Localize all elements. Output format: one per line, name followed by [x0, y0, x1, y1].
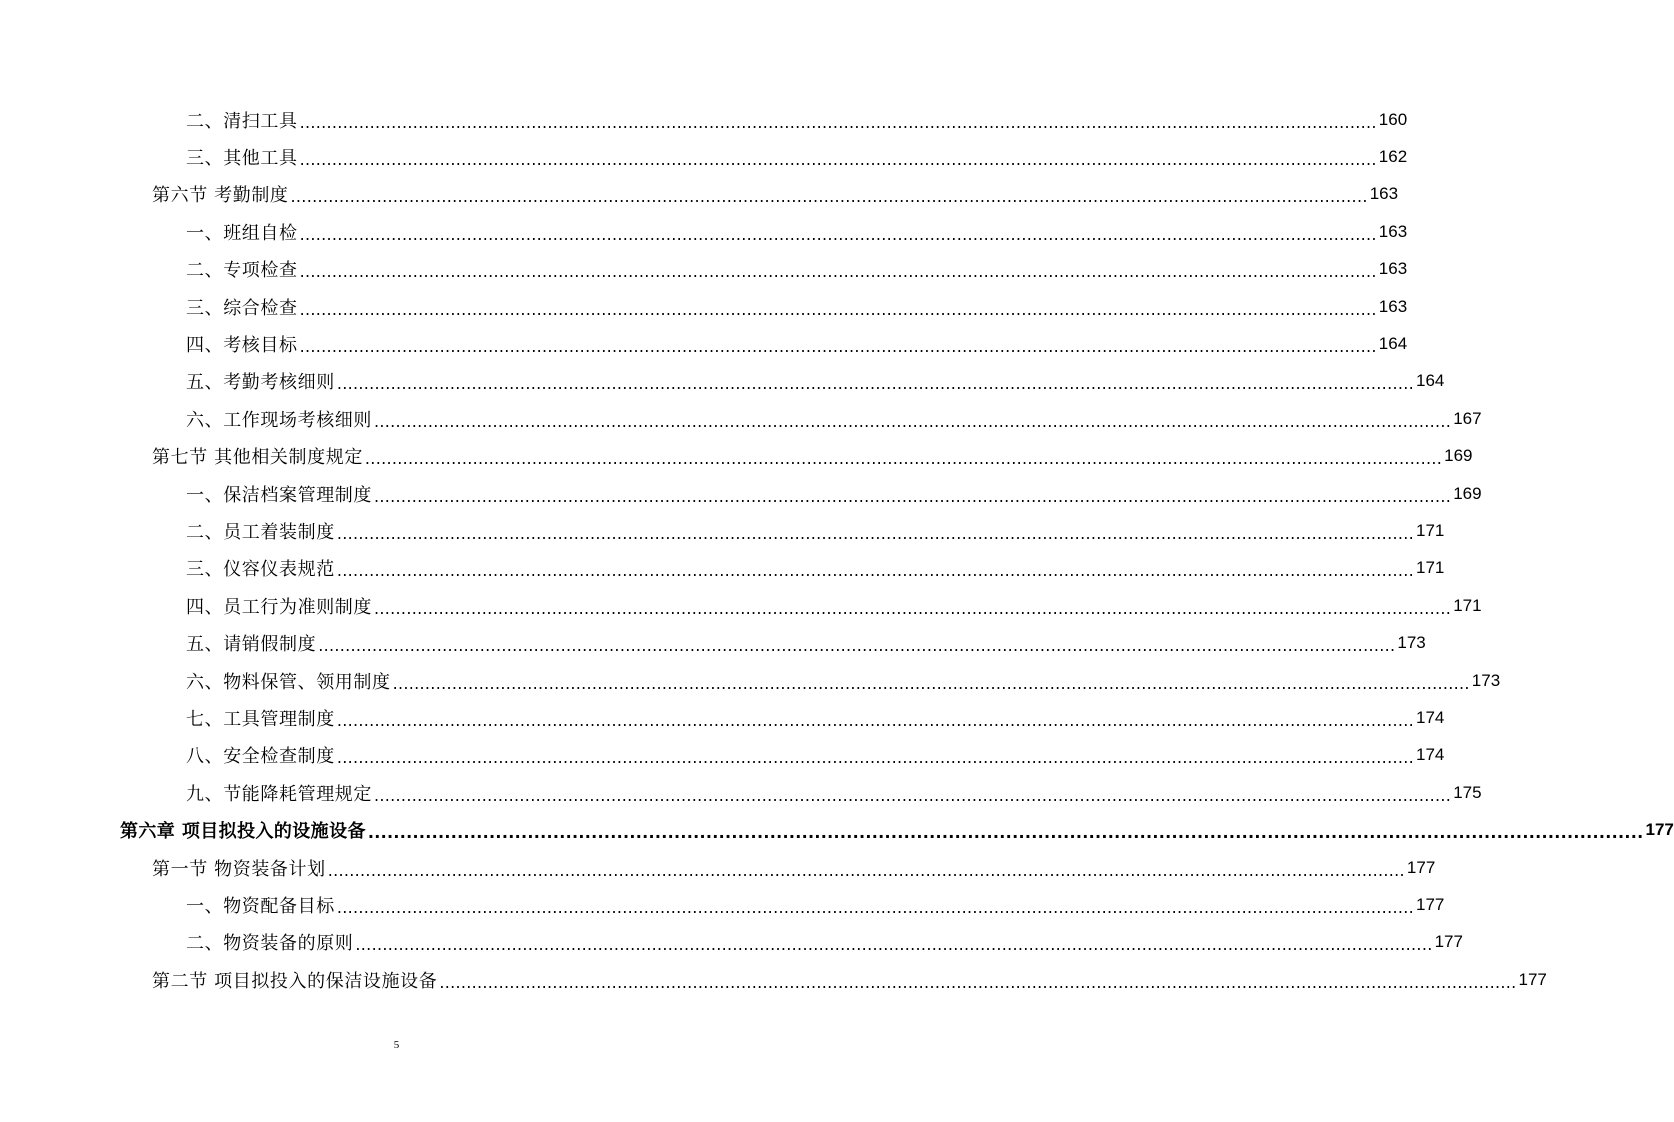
- toc-entry-title: 二、专项检查: [186, 260, 298, 282]
- toc-entry-title: 五、请销假制度: [186, 634, 317, 656]
- toc-entry-page-number: 174: [1416, 707, 1445, 727]
- toc-dot-leader: ........................................................................................................................................................................................................: [374, 598, 1452, 618]
- toc-entry[interactable]: [0, 886, 1445, 923]
- toc-dot-leader: ........................................................................................................................................................................................................: [336, 748, 1414, 768]
- toc-dot-leader: ........................................................................................................................................................................................................: [299, 337, 1377, 357]
- toc-entry[interactable]: [0, 325, 1408, 362]
- toc-entry[interactable]: [0, 363, 1445, 400]
- toc-entry-page-number: 164: [1416, 371, 1445, 391]
- toc-entry-page-number: 169: [1444, 446, 1473, 466]
- toc-entry-title: 八、安全检查制度: [186, 746, 335, 768]
- toc-entry-title: 六、工作现场考核细则: [186, 409, 372, 431]
- toc-entry-page-number: 171: [1453, 595, 1482, 615]
- toc-entry[interactable]: [0, 251, 1408, 288]
- toc-entry[interactable]: [0, 587, 1482, 624]
- toc-dot-leader: ........................................................................................................................................................................................................: [374, 411, 1452, 431]
- toc-entry-page-number: 162: [1378, 147, 1408, 167]
- toc-entry[interactable]: [0, 438, 1473, 475]
- toc-entry-title: 二、员工着装制度: [186, 521, 335, 543]
- toc-entry[interactable]: [0, 400, 1482, 437]
- table-of-contents: [0, 101, 1674, 998]
- toc-dot-leader: ........................................................................................................................................................................................................: [336, 523, 1414, 543]
- page-number: 5: [393, 1039, 400, 1051]
- toc-dot-leader: ........................................................................................................................................................................................................: [355, 935, 1433, 955]
- toc-dot-leader: ........................................................................................................................................................................................................: [439, 972, 1517, 992]
- toc-dot-leader: ........................................................................................................................................................................................................: [318, 636, 1396, 656]
- toc-entry[interactable]: [0, 961, 1547, 998]
- toc-entry[interactable]: [0, 849, 1436, 886]
- toc-dot-leader: ........................................................................................................................................................................................................: [299, 262, 1377, 282]
- toc-entry-title: 一、班组自检: [186, 222, 298, 244]
- toc-entry-title: 一、保洁档案管理制度: [186, 484, 372, 506]
- toc-entry-page-number: 163: [1378, 221, 1408, 241]
- toc-dot-leader: ........................................................................................................................................................................................................: [290, 187, 1368, 207]
- toc-entry-title: 二、清扫工具: [186, 110, 298, 132]
- toc-entry-title: 三、其他工具: [186, 148, 298, 170]
- toc-entry[interactable]: [0, 774, 1482, 811]
- toc-dot-leader: ........................................................................................................................................................................................................: [299, 112, 1377, 132]
- toc-entry-page-number: 177: [1406, 857, 1436, 877]
- toc-entry-page-number: 177: [1645, 820, 1674, 840]
- toc-dot-leader: ........................................................................................................................................................................................................: [374, 486, 1452, 506]
- toc-entry[interactable]: [0, 550, 1445, 587]
- toc-entry-page-number: 171: [1416, 558, 1445, 578]
- toc-entry-page-number: 169: [1453, 483, 1482, 503]
- toc-entry-title: 第一节 物资装备计划: [152, 858, 326, 880]
- toc-entry[interactable]: [0, 924, 1463, 961]
- toc-entry-title: 三、仪容仪表规范: [186, 559, 335, 581]
- toc-entry[interactable]: [0, 737, 1445, 774]
- toc-entry-title: 六、物料保管、领用制度: [186, 671, 391, 693]
- toc-dot-leader: ........................................................................................................................................................................................................: [336, 374, 1414, 394]
- toc-entry-page-number: 177: [1416, 894, 1445, 914]
- toc-entry-title: 第六章 项目拟投入的设施设备: [120, 821, 366, 843]
- toc-dot-leader: ........................................................................................................................................................................................................: [392, 673, 1470, 693]
- toc-entry-page-number: 167: [1453, 408, 1482, 428]
- toc-entry[interactable]: [0, 512, 1445, 549]
- toc-entry-title: 五、考勤考核细则: [186, 372, 335, 394]
- toc-entry[interactable]: [0, 213, 1408, 250]
- toc-entry-page-number: 173: [1471, 670, 1501, 690]
- toc-entry-title: 三、综合检查: [186, 297, 298, 319]
- toc-entry-page-number: 164: [1378, 334, 1408, 354]
- toc-dot-leader: ........................................................................................................................................................................................................: [299, 224, 1377, 244]
- toc-dot-leader: ........................................................................................................................................................................................................: [374, 785, 1452, 805]
- toc-entry[interactable]: [0, 288, 1408, 325]
- toc-entry-title: 二、物资装备的原则: [186, 933, 354, 955]
- toc-dot-leader: ........................................................................................................................................................................................................: [336, 897, 1414, 917]
- toc-entry[interactable]: [0, 699, 1445, 736]
- toc-entry-page-number: 174: [1416, 745, 1445, 765]
- toc-entry-page-number: 177: [1434, 932, 1463, 952]
- toc-entry-title: 第六节 考勤制度: [152, 185, 289, 207]
- toc-dot-leader: ........................................................................................................................................................................................................: [336, 561, 1414, 581]
- toc-entry-page-number: 163: [1369, 184, 1399, 204]
- toc-entry-page-number: 163: [1378, 259, 1408, 279]
- toc-entry-title: 第二节 项目拟投入的保洁设施设备: [152, 970, 438, 992]
- toc-dot-leader: ........................................................................................................................................................................................................: [327, 860, 1405, 880]
- toc-entry-page-number: 175: [1453, 782, 1482, 802]
- toc-entry[interactable]: [0, 101, 1408, 138]
- toc-entry-page-number: 163: [1378, 296, 1408, 316]
- toc-entry-page-number: 171: [1416, 520, 1445, 540]
- toc-entry[interactable]: [0, 811, 1674, 848]
- toc-entry[interactable]: [0, 138, 1408, 175]
- toc-entry[interactable]: [0, 475, 1482, 512]
- toc-dot-leader: ........................................................................................................................................................................................................: [299, 150, 1377, 170]
- toc-entry-page-number: 173: [1397, 633, 1426, 653]
- toc-entry[interactable]: [0, 662, 1501, 699]
- toc-entry-title: 第七节 其他相关制度规定: [152, 447, 363, 469]
- toc-entry-title: 四、考核目标: [186, 335, 298, 357]
- toc-entry-title: 七、工具管理制度: [186, 708, 335, 730]
- toc-dot-leader: ........................................................................................................................................................................................................: [367, 823, 1644, 843]
- toc-entry[interactable]: [0, 624, 1426, 661]
- toc-entry-title: 四、员工行为准则制度: [186, 596, 372, 618]
- toc-entry-title: 九、节能降耗管理规定: [186, 783, 372, 805]
- toc-entry-title: 一、物资配备目标: [186, 895, 335, 917]
- toc-dot-leader: ........................................................................................................................................................................................................: [336, 710, 1414, 730]
- toc-entry-page-number: 160: [1378, 109, 1408, 129]
- toc-entry-page-number: 177: [1518, 969, 1547, 989]
- toc-entry[interactable]: [0, 176, 1399, 213]
- toc-dot-leader: ........................................................................................................................................................................................................: [364, 449, 1443, 469]
- toc-dot-leader: ........................................................................................................................................................................................................: [299, 299, 1377, 319]
